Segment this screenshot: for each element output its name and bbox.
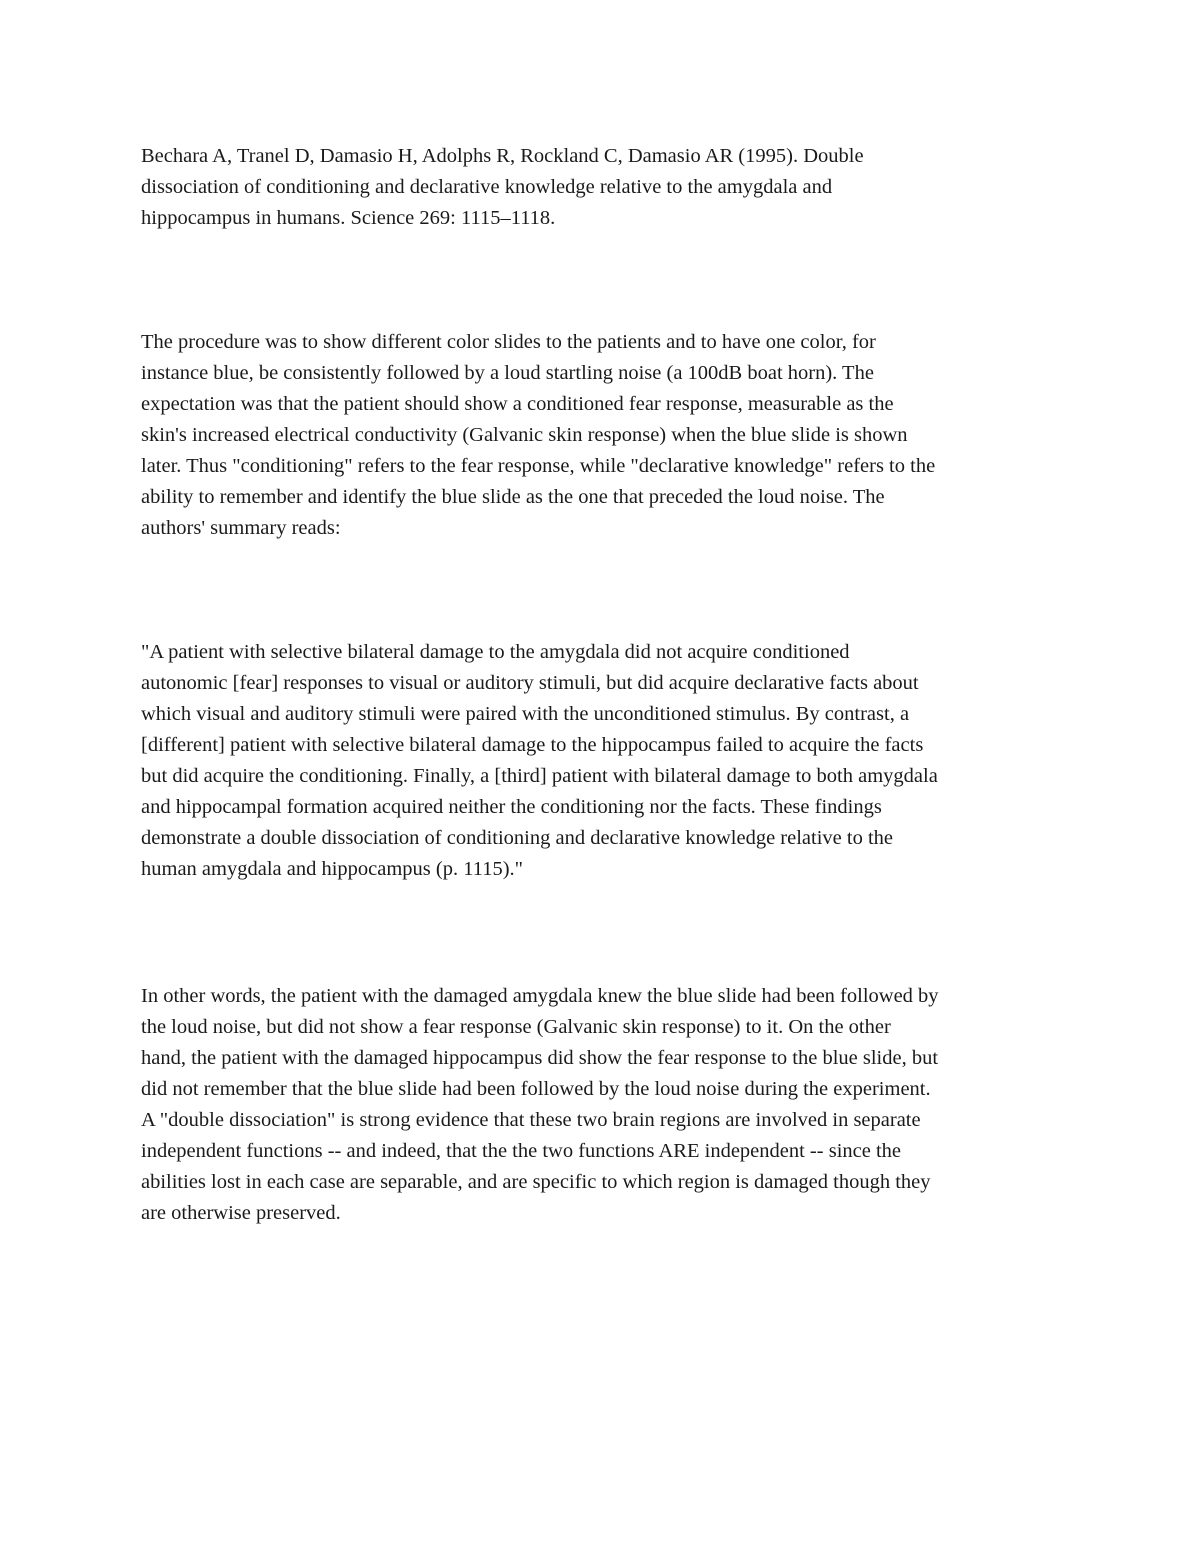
text-line: "A patient with selective bilateral damage to the amygdala did not acquire conditioned — [141, 641, 850, 663]
text-line: hippocampus in humans. Science 269: 1115–1118. — [141, 207, 556, 229]
text-line: did not remember that the blue slide had been followed by the loud noise during the experiment. — [141, 1078, 931, 1100]
text-line: The procedure was to show different color slides to the patients and to have one color, for — [141, 331, 876, 353]
text-line: [different] patient with selective bilateral damage to the hippocampus failed to acquire the facts — [141, 734, 924, 756]
text-line: which visual and auditory stimuli were paired with the unconditioned stimulus. By contrast, a — [141, 703, 910, 725]
text-line: expectation was that the patient should show a conditioned fear response, measurable as the — [141, 393, 894, 415]
procedure-paragraph — [141, 327, 1071, 544]
text-line: A "double dissociation" is strong evidence that these two brain regions are involved in separate — [141, 1109, 921, 1131]
text-line: authors' summary reads: — [141, 517, 341, 539]
summary-paragraph — [141, 981, 1071, 1229]
text-line: demonstrate a double dissociation of conditioning and declarative knowledge relative to the — [141, 827, 894, 849]
text-line: In other words, the patient with the damaged amygdala knew the blue slide had been followed by — [141, 985, 939, 1007]
text-line: skin's increased electrical conductivity (Galvanic skin response) when the blue slide is shown — [141, 424, 908, 446]
text-line: autonomic [fear] responses to visual or auditory stimuli, but did acquire declarative facts about — [141, 672, 919, 694]
text-line: independent functions -- and indeed, that the the two functions ARE independent -- since the — [141, 1140, 902, 1162]
citation-paragraph — [141, 141, 1071, 234]
text-line: hand, the patient with the damaged hippocampus did show the fear response to the blue slide, but — [141, 1047, 939, 1069]
text-line: Bechara A, Tranel D, Damasio H, Adolphs R, Rockland C, Damasio AR (1995). Double — [141, 145, 864, 167]
text-line: human amygdala and hippocampus (p. 1115)." — [141, 858, 524, 880]
text-line: instance blue, be consistently followed by a loud startling noise (a 100dB boat horn). The — [141, 362, 874, 384]
quote-paragraph — [141, 637, 1071, 885]
text-line: but did acquire the conditioning. Finally, a [third] patient with bilateral damage to both amygdala — [141, 765, 938, 787]
text-line: dissociation of conditioning and declarative knowledge relative to the amygdala and — [141, 176, 833, 198]
text-line: the loud noise, but did not show a fear response (Galvanic skin response) to it. On the other — [141, 1016, 891, 1038]
text-line: later. Thus "conditioning" refers to the fear response, while "declarative knowledge" refers to the — [141, 455, 936, 477]
text-line: and hippocampal formation acquired neither the conditioning nor the facts. These findings — [141, 796, 882, 818]
text-line: ability to remember and identify the blue slide as the one that preceded the loud noise. The — [141, 486, 885, 508]
text-line: are otherwise preserved. — [141, 1202, 341, 1224]
text-line: abilities lost in each case are separable, and are specific to which region is damaged though they — [141, 1171, 931, 1193]
